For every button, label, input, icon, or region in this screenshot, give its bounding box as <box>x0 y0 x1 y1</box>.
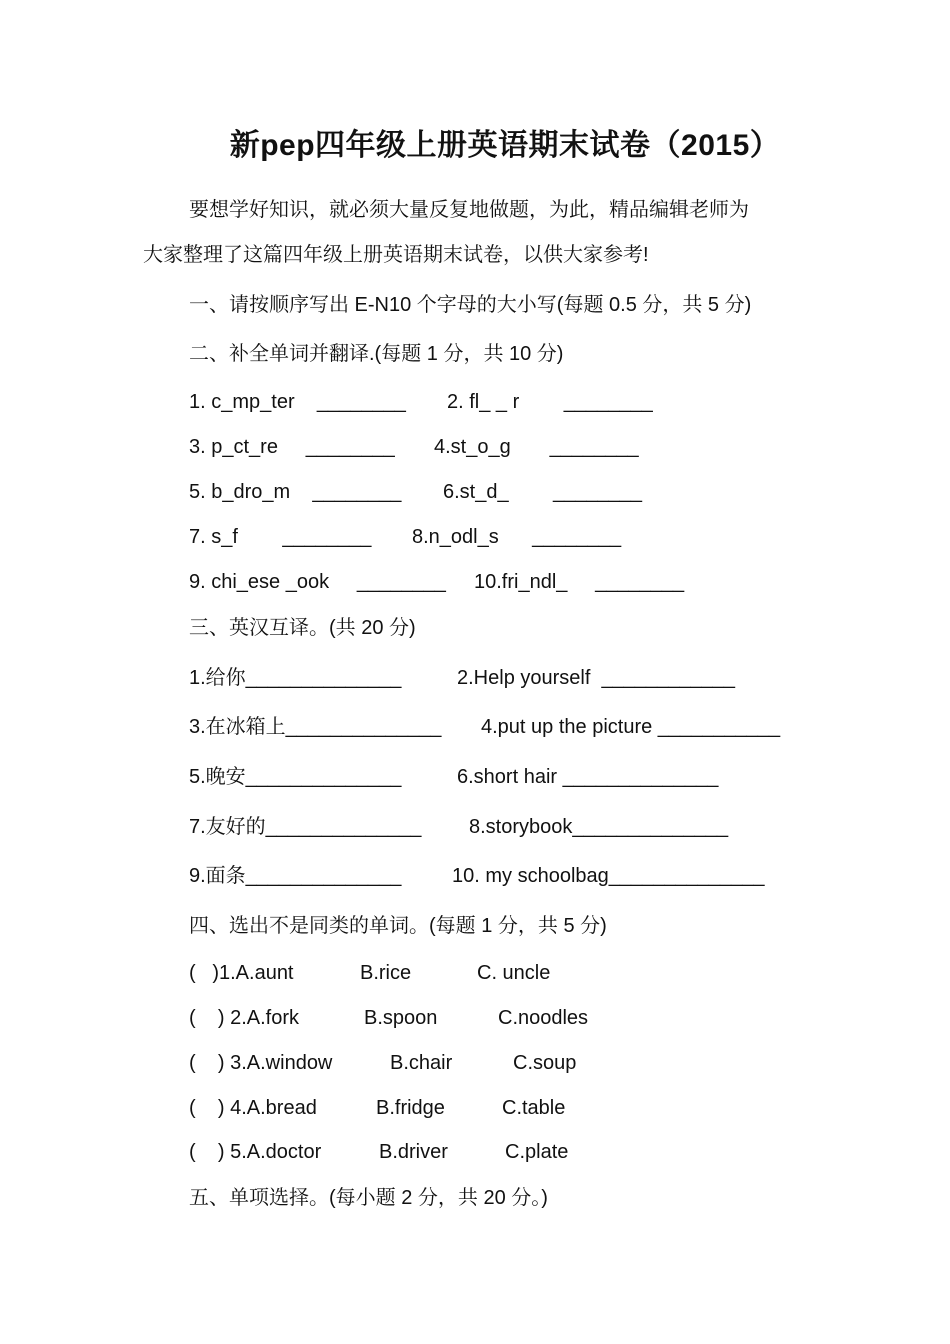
s3-row4-left: 7.友好的______________ <box>189 816 422 838</box>
s3-row5-right: 10. my schoolbag______________ <box>452 865 765 887</box>
title-text: 新pep四年级上册英语期末试卷（2015） <box>229 129 781 162</box>
s2-row5-left: 9. chi_ese _ook ________ <box>189 571 446 593</box>
s2-row3-left: 5. b_dro_m ________ <box>189 481 402 503</box>
s2-row1-left: 1. c_mp_ter ________ <box>189 391 406 413</box>
page-title <box>0 120 950 164</box>
intro-line-2: 大家整理了这篇四年级上册英语期末试卷，以供大家参考! <box>143 244 649 266</box>
section-4-heading: 四、选出不是同类的单词。(每题 1 分，共 5 分) <box>189 915 607 937</box>
s4-row4-b: B.fridge <box>376 1097 445 1119</box>
s3-row1-right: 2.Help yourself ____________ <box>457 667 735 689</box>
s2-row5-right: 10.fri_ndl_ ________ <box>474 571 685 593</box>
s4-row2-a: ( ) 2.A.fork <box>189 1007 300 1029</box>
s3-row4-right: 8.storybook______________ <box>469 816 729 838</box>
s4-row1-a: ( )1.A.aunt <box>189 962 294 984</box>
s4-row2-b: B.spoon <box>364 1007 438 1029</box>
s2-row1-right: 2. fl_ _ r ________ <box>447 391 653 413</box>
s4-row5-c: C.plate <box>505 1141 569 1163</box>
s4-row2-c: C.noodles <box>498 1007 589 1029</box>
s4-row1-b: B.rice <box>360 962 412 984</box>
s3-row1-left: 1.给你______________ <box>189 667 402 689</box>
s2-row2-right: 4.st_o_g ________ <box>434 436 639 458</box>
s3-row5-left: 9.面条______________ <box>189 865 402 887</box>
s4-row3-b: B.chair <box>390 1052 453 1074</box>
s3-row3-left: 5.晚安______________ <box>189 766 402 788</box>
s2-row2-left: 3. p_ct_re ________ <box>189 436 395 458</box>
s3-row2-right: 4.put up the picture ___________ <box>481 716 781 738</box>
s4-row5-a: ( ) 5.A.doctor <box>189 1141 322 1163</box>
section-2-heading: 二、补全单词并翻译.(每题 1 分，共 10 分) <box>189 343 564 365</box>
section-3-heading: 三、英汉互译。(共 20 分) <box>189 617 416 639</box>
s4-row4-a: ( ) 4.A.bread <box>189 1097 317 1119</box>
section-5-heading: 五、单项选择。(每小题 2 分，共 20 分。) <box>189 1187 548 1209</box>
s4-row1-c: C. uncle <box>477 962 551 984</box>
s4-row3-a: ( ) 3.A.window <box>189 1052 333 1074</box>
s3-row2-left: 3.在冰箱上______________ <box>189 716 442 738</box>
s3-row3-right: 6.short hair ______________ <box>457 766 719 788</box>
s2-row4-right: 8.n_odl_s ________ <box>412 526 622 548</box>
s4-row5-b: B.driver <box>379 1141 448 1163</box>
intro-line-1: 要想学好知识，就必须大量反复地做题，为此，精品编辑老师为 <box>189 199 749 221</box>
s4-row3-c: C.soup <box>513 1052 577 1074</box>
section-1-heading: 一、请按顺序写出 E-N10 个字母的大小写(每题 0.5 分，共 5 分) <box>189 294 752 316</box>
s2-row4-left: 7. s_f ________ <box>189 526 372 548</box>
s4-row4-c: C.table <box>502 1097 566 1119</box>
s2-row3-right: 6.st_d_ ________ <box>443 481 643 503</box>
